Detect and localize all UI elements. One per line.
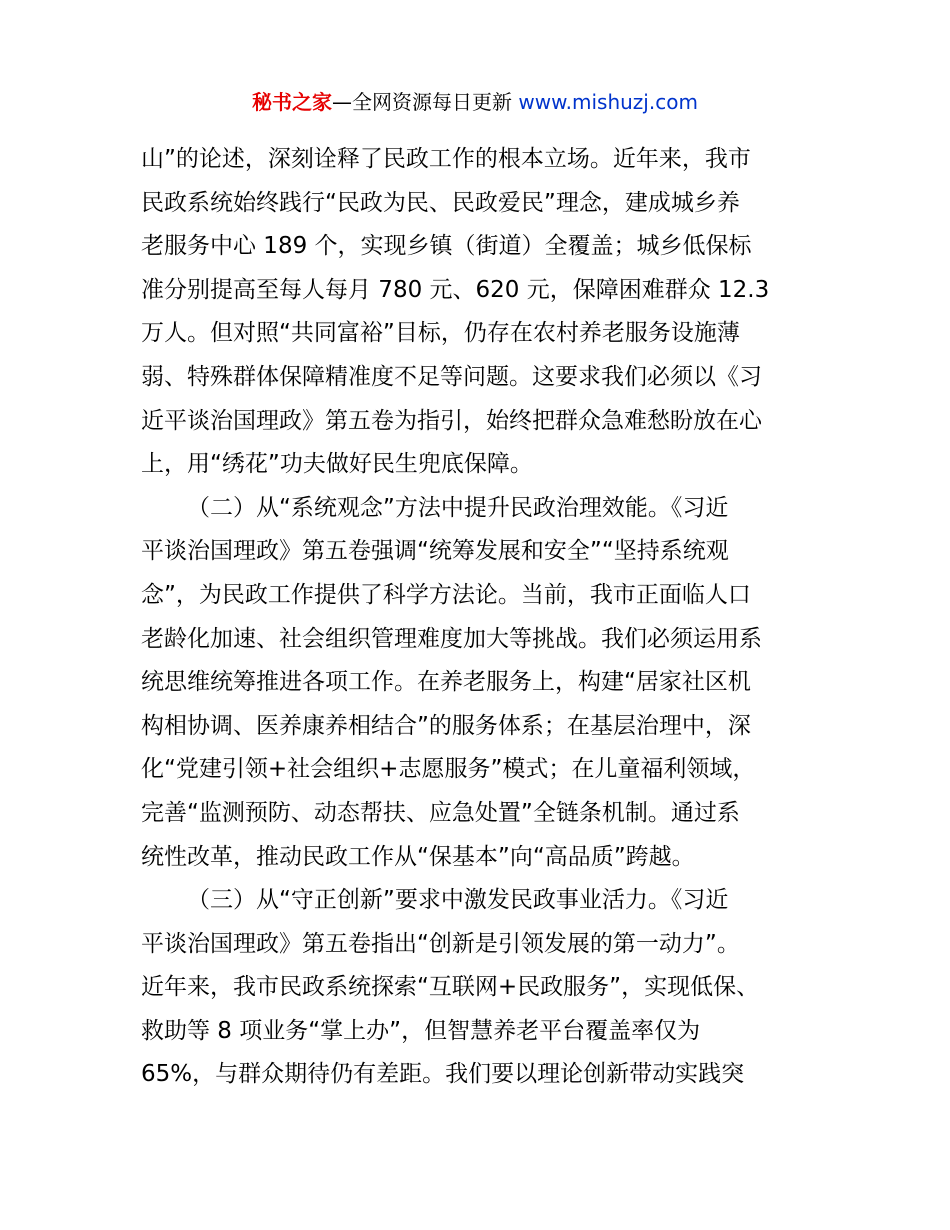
- site-url-link[interactable]: www.mishuzj.com: [518, 90, 698, 114]
- text-line: 平谈治国理政》第五卷强调“统筹发展和安全”“坚持系统观: [141, 538, 729, 565]
- page-header: [0, 88, 950, 116]
- text-line: 完善“监测预防、动态帮扶、应急处置”全链条机制。通过系: [141, 799, 740, 826]
- text-line: 平谈治国理政》第五卷指出“创新是引领发展的第一动力”。: [141, 930, 740, 957]
- text-line: 救助等 8 项业务“掌上办”，但智慧养老平台覆盖率仅为: [141, 1017, 701, 1044]
- section-heading-line: （二）从“系统观念”方法中提升民政治理效能。《习近: [187, 494, 729, 521]
- text-line: 65%，与群众期待仍有差距。我们要以理论创新带动实践突: [141, 1061, 745, 1088]
- text-line: 统思维统筹推进各项工作。在养老服务上，构建“居家社区机: [141, 669, 751, 696]
- header-tagline: —全网资源每日更新: [332, 90, 519, 114]
- text-line: 民政系统始终践行“民政为民、民政爱民”理念，建成城乡养: [141, 189, 740, 216]
- text-line: 山”的论述，深刻诠释了民政工作的根本立场。近年来，我市: [141, 146, 751, 172]
- text-line: 弱、特殊群体保障精准度不足等问题。这要求我们必须以《习: [141, 363, 762, 390]
- brand-name: 秘书之家: [252, 90, 333, 114]
- text-line: 化“党建引领+社会组织+志愿服务”模式；在儿童福利领域，: [141, 756, 756, 783]
- text-line: 近年来，我市民政系统探索“互联网+民政服务”，实现低保、: [141, 974, 760, 1001]
- text-line: 老服务中心 189 个，实现乡镇（街道）全覆盖；城乡低保标: [141, 233, 752, 260]
- text-line: 构相协调、医养康养相结合”的服务体系；在基层治理中，深: [141, 712, 751, 739]
- text-line: 万人。但对照“共同富裕”目标，仍存在农村养老服务设施薄: [141, 320, 740, 347]
- text-line: 准分别提高至每人每月 780 元、620 元，保障困难群众 12.3: [141, 276, 770, 303]
- text-line: 上，用“绣花”功夫做好民生兜底保障。: [141, 451, 533, 478]
- text-line: 老龄化加速、社会组织管理难度加大等挑战。我们必须运用系: [141, 625, 762, 652]
- text-line: 念”，为民政工作提供了科学方法论。当前，我市正面临人口: [141, 581, 751, 608]
- document-body: [141, 138, 831, 1097]
- section-heading-line: （三）从“守正创新”要求中激发民政事业活力。《习近: [187, 887, 729, 914]
- text-line: 统性改革，推动民政工作从“保基本”向“高品质”跨越。: [141, 843, 695, 870]
- text-line: 近平谈治国理政》第五卷为指引，始终把群众急难愁盼放在心: [141, 407, 762, 434]
